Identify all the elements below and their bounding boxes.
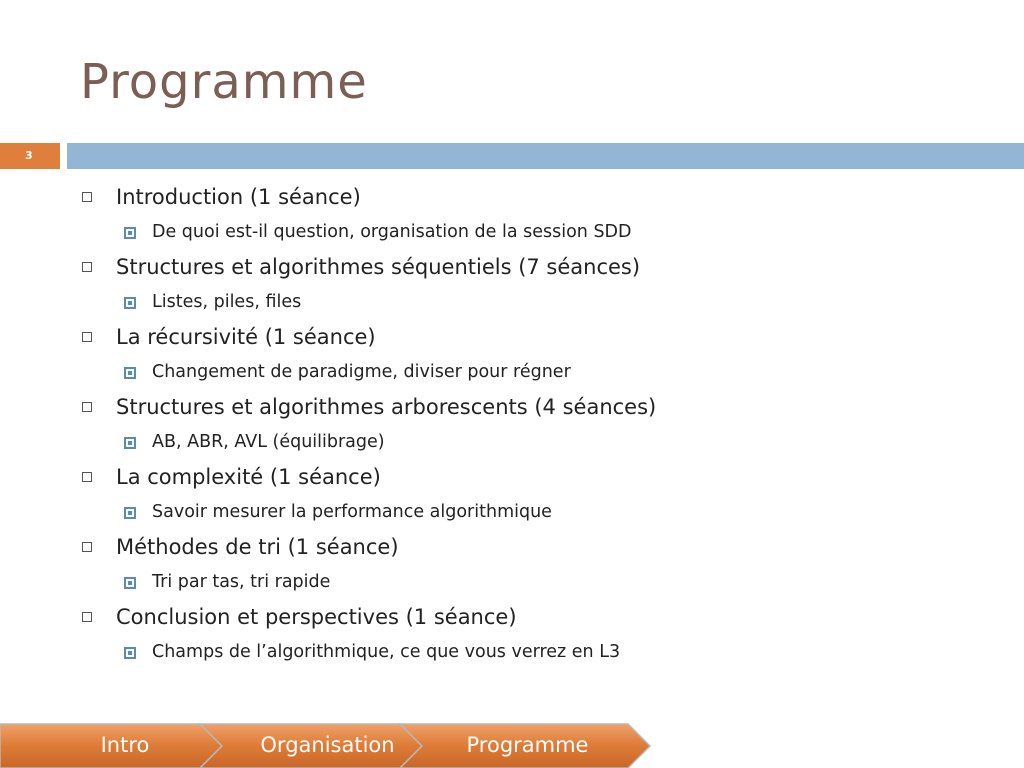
- agenda-subitem: [80, 288, 980, 322]
- agenda-item-text: Méthodes de tri (1 séance): [116, 535, 399, 559]
- agenda-subitem: [80, 568, 980, 602]
- square-filled-bullet-icon: [124, 297, 136, 309]
- agenda-item: [80, 602, 980, 638]
- agenda-item: [80, 182, 980, 218]
- slide-title: Programme: [80, 54, 368, 110]
- square-filled-bullet-icon: [124, 367, 136, 379]
- agenda-subitem-text: AB, ABR, AVL (équilibrage): [152, 432, 385, 452]
- title-divider-band: [67, 143, 1024, 169]
- square-filled-bullet-icon: [124, 577, 136, 589]
- page-number: 3: [0, 143, 60, 169]
- agenda-item-text: Structures et algorithmes séquentiels (7 séances): [116, 255, 641, 279]
- agenda-subitem-text: Changement de paradigme, diviser pour régner: [152, 362, 571, 382]
- square-filled-bullet-icon: [124, 227, 136, 239]
- square-filled-bullet-icon: [124, 437, 136, 449]
- agenda-subitem: [80, 358, 980, 392]
- square-outline-bullet-icon: [82, 402, 92, 412]
- square-outline-bullet-icon: [82, 472, 92, 482]
- agenda-subitem-text: Savoir mesurer la performance algorithmique: [152, 502, 552, 522]
- agenda-subitem: [80, 218, 980, 252]
- agenda-subitem-text: Champs de l’algorithmique, ce que vous verrez en L3: [152, 642, 621, 662]
- nav-item-organisation[interactable]: Organisation: [260, 733, 395, 757]
- agenda-subitem: [80, 428, 980, 462]
- agenda-item-text: Structures et algorithmes arborescents (4 séances): [116, 395, 657, 419]
- square-outline-bullet-icon: [82, 542, 92, 552]
- square-outline-bullet-icon: [82, 192, 92, 202]
- agenda-item: [80, 392, 980, 428]
- agenda-item: [80, 462, 980, 498]
- agenda-subitem-text: Listes, piles, files: [152, 292, 302, 312]
- agenda-item: [80, 322, 980, 358]
- agenda-list: [80, 182, 980, 672]
- nav-item-programme[interactable]: Programme: [466, 733, 589, 757]
- square-outline-bullet-icon: [82, 612, 92, 622]
- agenda-subitem-text: Tri par tas, tri rapide: [152, 572, 331, 592]
- agenda-subitem: [80, 638, 980, 672]
- square-outline-bullet-icon: [82, 262, 92, 272]
- agenda-subitem: [80, 498, 980, 532]
- agenda-item-text: Conclusion et perspectives (1 séance): [116, 605, 517, 629]
- agenda-subitem-text: De quoi est-il question, organisation de la session SDD: [152, 222, 632, 242]
- agenda-item-text: La complexité (1 séance): [116, 465, 381, 489]
- nav-item-intro[interactable]: Intro: [100, 733, 150, 757]
- agenda-item: [80, 252, 980, 288]
- square-filled-bullet-icon: [124, 507, 136, 519]
- section-nav-bar: [0, 722, 660, 768]
- agenda-item-text: Introduction (1 séance): [116, 185, 361, 209]
- square-filled-bullet-icon: [124, 647, 136, 659]
- agenda-item-text: La récursivité (1 séance): [116, 325, 376, 349]
- agenda-item: [80, 532, 980, 568]
- square-outline-bullet-icon: [82, 332, 92, 342]
